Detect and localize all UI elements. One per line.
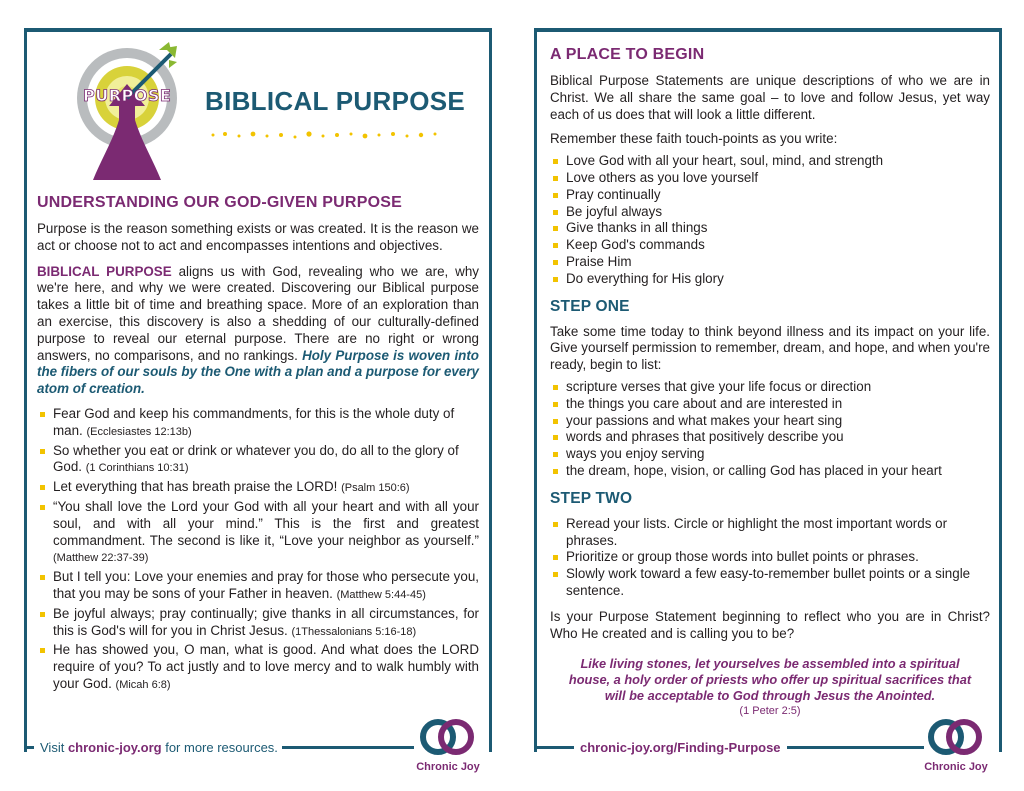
left-page (24, 28, 492, 752)
finding-purpose-link[interactable]: chronic-joy.org/Finding-Purpose (580, 739, 781, 755)
biblical-purpose-paragraph (37, 264, 479, 398)
list-item: Reread your lists. Circle or highlight the most important words or phrases. (550, 516, 990, 550)
list-item: scripture verses that give your life focus or direction (550, 379, 990, 396)
chronic-joy-rings-icon (414, 716, 482, 758)
intro-paragraph: Purpose is the reason something exists or was created. It is the reason we act or choose not to act and encompasses intentions and objectives. (37, 221, 479, 253)
list-item: Love others as you love yourself (550, 170, 990, 187)
begin-heading: A PLACE TO BEGIN (550, 46, 705, 63)
closing-paragraph: Is your Purpose Statement beginning to reflect who you are in Christ? Who He created and is calling you to be? (550, 608, 990, 641)
logo-text: PURPOSE (83, 86, 172, 105)
begin-paragraph: Biblical Purpose Statements are unique descriptions of who we are in Christ. We all share the same goal – to love and follow Jesus, yet way each of us does that will look a little different. (550, 73, 990, 122)
list-item: So whether you eat or drink or whatever you do, do all to the glory of God. (1 Corinthians 10:31) (37, 443, 479, 478)
scripture-quote-ref: (1 Peter 2:5) (739, 705, 801, 718)
list-item: Give thanks in all things (550, 220, 990, 237)
page-title: BIBLICAL PURPOSE (205, 86, 466, 116)
list-item: But I tell you: Love your enemies and pray for those who persecute you, that you may be sons of your Father in heaven. (Matthew 5:44-45) (37, 569, 479, 604)
list-item: ways you enjoy serving (550, 446, 990, 463)
list-item: Be joyful always; pray continually; give thanks in all circumstances, for this is God's will for you in Christ Jesus. (1Thessalonians 5:16-18) (37, 606, 479, 641)
biblical-purpose-lead: BIBLICAL PURPOSE (37, 263, 172, 279)
brand-name: Chronic Joy (416, 761, 480, 773)
footer-visit-text: Visit chronic-joy.org for more resources. (40, 739, 278, 755)
step-one-paragraph: Take some time today to think beyond illness and its impact on your life. Give yourself permission to remember, dream, and hope, and when you're ready, begin to list: (550, 323, 990, 373)
chronic-joy-link[interactable]: chronic-joy.org (67, 739, 162, 755)
list-item: Let everything that has breath praise the LORD! (Psalm 150:6) (37, 479, 479, 497)
right-brand-logo (922, 716, 990, 772)
holy-purpose-emphasis: Holy Purpose is woven into the fibers of our souls by the One with a plan and a purpose for every atom of creation. (37, 347, 479, 397)
list-item: words and phrases that positively describe you (550, 429, 990, 446)
list-item: Be joyful always (550, 204, 990, 221)
list-item: the things you care about and are interested in (550, 396, 990, 413)
chronic-joy-rings-icon (922, 716, 990, 758)
list-item: Slowly work toward a few easy-to-remember bullet points or a single sentence. (550, 566, 990, 600)
decorative-dots (209, 128, 449, 140)
right-page (534, 28, 1002, 752)
step-one-heading: STEP ONE (550, 297, 630, 315)
step-two-heading: STEP TWO (550, 489, 633, 507)
list-item: He has showed you, O man, what is good. And what does the LORD require of you? To act justly and to love mercy and to walk humbly with your God. (Micah 6:8) (37, 642, 479, 693)
scripture-quote: Like living stones, let yourselves be assembled into a spiritual house, a holy order of priests who offer up spiritual sacrifices that will be acceptable to God through Jesus the Anointed. (568, 656, 972, 704)
brand-name: Chronic Joy (924, 761, 988, 773)
list-item: “You shall love the Lord your God with all your heart and with all your soul, and with all your mind.” This is the first and greatest commandment. The second is like it, “Love your neighbor as yourself.” (Matthew 22:37-39) (37, 499, 479, 567)
step-one-list (550, 379, 990, 480)
touchpoint-list (550, 153, 990, 287)
list-item: Do everything for His glory (550, 271, 990, 288)
left-brand-logo (414, 716, 482, 772)
list-item: Fear God and keep his commandments, for this is the whole duty of man. (Ecclesiastes 12:13b) (37, 406, 479, 441)
step-two-list (550, 516, 990, 600)
list-item: Prioritize or group those words into bullet points or phrases. (550, 549, 990, 566)
list-item: your passions and what makes your heart sing (550, 413, 990, 430)
biblical-purpose-body: aligns us with God, revealing who we are, why we're here, and why we were created. Discovering our Biblical purpose takes a little bit of time and breathing space. More of an exploration than an exercise, this discovery is also a shedding of our culturally-defined purpose to reveal our eternal purpose. There are no right or wrong answers, no comparisons, and no rankings. (37, 263, 479, 363)
verse-list (37, 406, 479, 694)
list-item: Pray continually (550, 187, 990, 204)
list-item: Praise Him (550, 254, 990, 271)
section-heading: UNDERSTANDING OUR GOD-GIVEN PURPOSE (37, 194, 402, 211)
purpose-target-logo (73, 40, 183, 188)
touchpoints-intro: Remember these faith touch-points as you write: (550, 131, 838, 147)
right-footer (534, 739, 924, 755)
list-item: Love God with all your heart, soul, mind, and strength (550, 153, 990, 170)
left-footer (24, 739, 414, 755)
list-item: Keep God's commands (550, 237, 990, 254)
target-arrow-icon (73, 40, 183, 188)
list-item: the dream, hope, vision, or calling God has placed in your heart (550, 463, 990, 480)
